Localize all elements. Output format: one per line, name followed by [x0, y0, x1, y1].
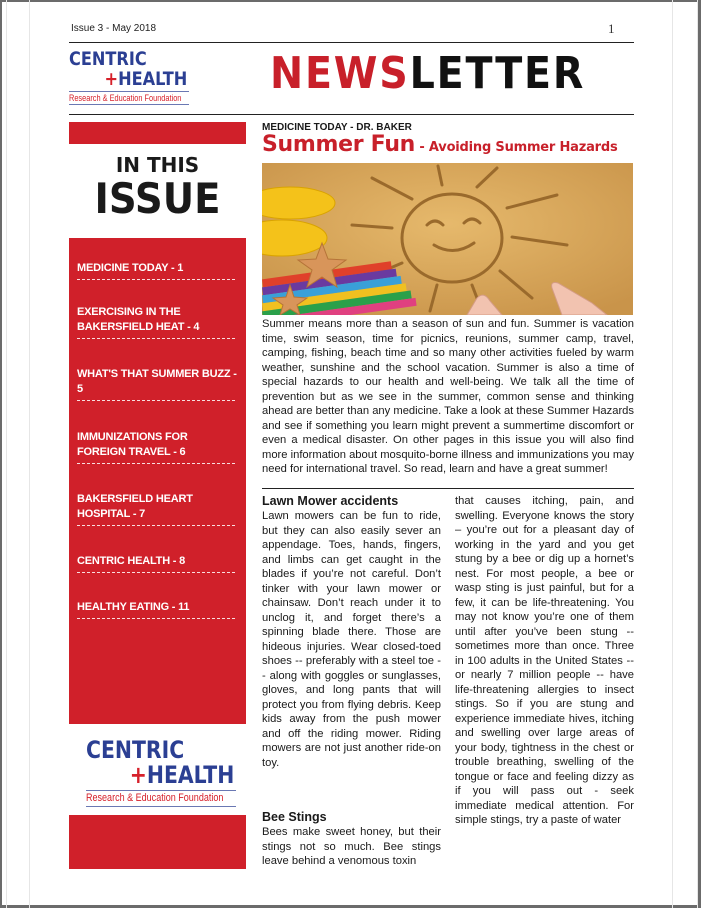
logo-tagline: Research & Education Foundation	[86, 792, 224, 804]
section-title-bee-stings: Bee Stings	[262, 810, 327, 824]
bee-stings-continued: that causes itching, pain, and swelling. Everyone knows the story – you’re out for a pleasant day of working in the yard and you get stung by a bee or dig up a hornet’s nest. For most people, a bee or wasp sting is just painful, but for a few, it can be life-threatening. You may not know you’re one of them until after you’ve been stung -- sometimes more than once. Three in 100 adults in the United States -- or nearly 7 million people -- have life-threatening allergies to insect stings. So if you are stung and experience immediate hives, itching and swelling over large areas of your body, tightness in the chest or trouble breathing, swelling of the tongue or face and feeling dizzy as if you will pass out - seek immediate medical attention. For simple stings, try a paste of water	[455, 495, 634, 826]
margin-guide-left-outer	[6, 0, 7, 908]
article-kicker: MEDICINE TODAY - DR. BAKER	[262, 122, 412, 133]
logo-rule	[86, 806, 236, 807]
logo-rule	[69, 104, 189, 105]
hero-image-sand-sun	[262, 163, 633, 315]
sun-in-sand-illustration	[262, 163, 633, 315]
sidebar-red-bar-top	[69, 122, 246, 144]
toc-item-summer-buzz[interactable]: WHAT'S THAT SUMMER BUZZ - 5	[77, 367, 237, 401]
issue-heading: ISSUE	[94, 174, 221, 223]
logo-line-centric: CENTRIC	[69, 48, 147, 70]
article-intro: Summer means more than a season of sun and fun. Summer is vacation time, swim season, time for picnics, reunions, summer camp, travel, camping, fishing, beach time and so many other activities fueled by warm weather, sunshine and the school vacation. Summer is also a time of special hazards to our health and well-being. We talk all the time of prevention but as we see in the summer, common sense and thinking ahead are better than any medicine. Take a look at these Summer Hazards and see if something you learn might prevent a summertime discomfort or even a medical disaster. On other pages in this issue you will also find more information about mosquito-borne illness and immunizations you may need for international travel. So read, learn and have a great summer!	[262, 318, 634, 475]
logo-tagline: Research & Education Foundation	[69, 93, 182, 103]
header-rule	[69, 42, 634, 43]
issue-label: Issue 3 - May 2018	[71, 23, 157, 34]
margin-guide-left-inner	[29, 0, 30, 908]
logo-rule	[69, 91, 189, 92]
page-number: 1	[608, 21, 615, 36]
toc-item-medicine-today[interactable]: MEDICINE TODAY - 1	[77, 261, 237, 280]
section-text-bee-stings: Bees make sweet honey, but their stings not so much. Bee stings leave behind a venomous toxin	[262, 826, 441, 867]
sidebar-red-bar-bottom	[69, 815, 246, 869]
margin-guide-right-inner	[672, 0, 673, 908]
logo-line-health: +HEALTH	[104, 68, 188, 90]
toc-item-exercising-heat[interactable]: EXERCISING IN THE BAKERSFIELD HEAT - 4	[77, 305, 237, 339]
title-letter: LETTER	[409, 48, 586, 99]
in-this-heading: IN THIS	[115, 153, 200, 177]
headline-main: Summer Fun	[262, 132, 416, 157]
toc-item-centric-health[interactable]: CENTRIC HEALTH - 8	[77, 554, 237, 573]
headline-sub: - Avoiding Summer Hazards	[415, 140, 618, 155]
centric-health-logo-bottom	[86, 738, 236, 807]
title-news: NEWS	[270, 48, 410, 99]
newsletter-title	[270, 48, 586, 99]
section-title-lawn-mower: Lawn Mower accidents	[262, 494, 399, 508]
intro-divider	[262, 488, 634, 489]
logo-rule	[86, 790, 236, 791]
centric-health-logo-top	[69, 50, 189, 105]
table-of-contents	[69, 238, 246, 724]
toc-item-healthy-eating[interactable]: HEALTHY EATING - 11	[77, 600, 237, 619]
section-text-lawn-mower: Lawn mowers can be fun to ride, but they can also easily sever an appendage. Toes, hands, fingers, and limbs can get caught in the blades if you’re not careful. Don’t tinker with your lawn mower or chainsaw. Don’t reach under it to unclog it, and forget there’s a spinning blade there. Those are hideous injuries. Wear closed-toed shoes -- preferably with a steel toe -- along with goggles or sunglasses, gloves, and long pants that will protect you from flying debris. Keep kids away from the push mower and off the riding mower. Riding mowers are not just another ride-on toy.	[262, 510, 441, 769]
masthead-rule	[69, 114, 634, 115]
plus-icon: +	[104, 68, 119, 90]
margin-guide-right-outer	[697, 0, 698, 908]
article-headline	[262, 134, 618, 156]
logo-line-health: +HEALTH	[129, 761, 235, 789]
toc-item-immunizations[interactable]: IMMUNIZATIONS FOR FOREIGN TRAVEL - 6	[77, 430, 237, 464]
plus-icon: +	[129, 761, 147, 789]
toc-item-heart-hospital[interactable]: BAKERSFIELD HEART HOSPITAL - 7	[77, 492, 237, 526]
logo-line-centric: CENTRIC	[86, 736, 185, 764]
